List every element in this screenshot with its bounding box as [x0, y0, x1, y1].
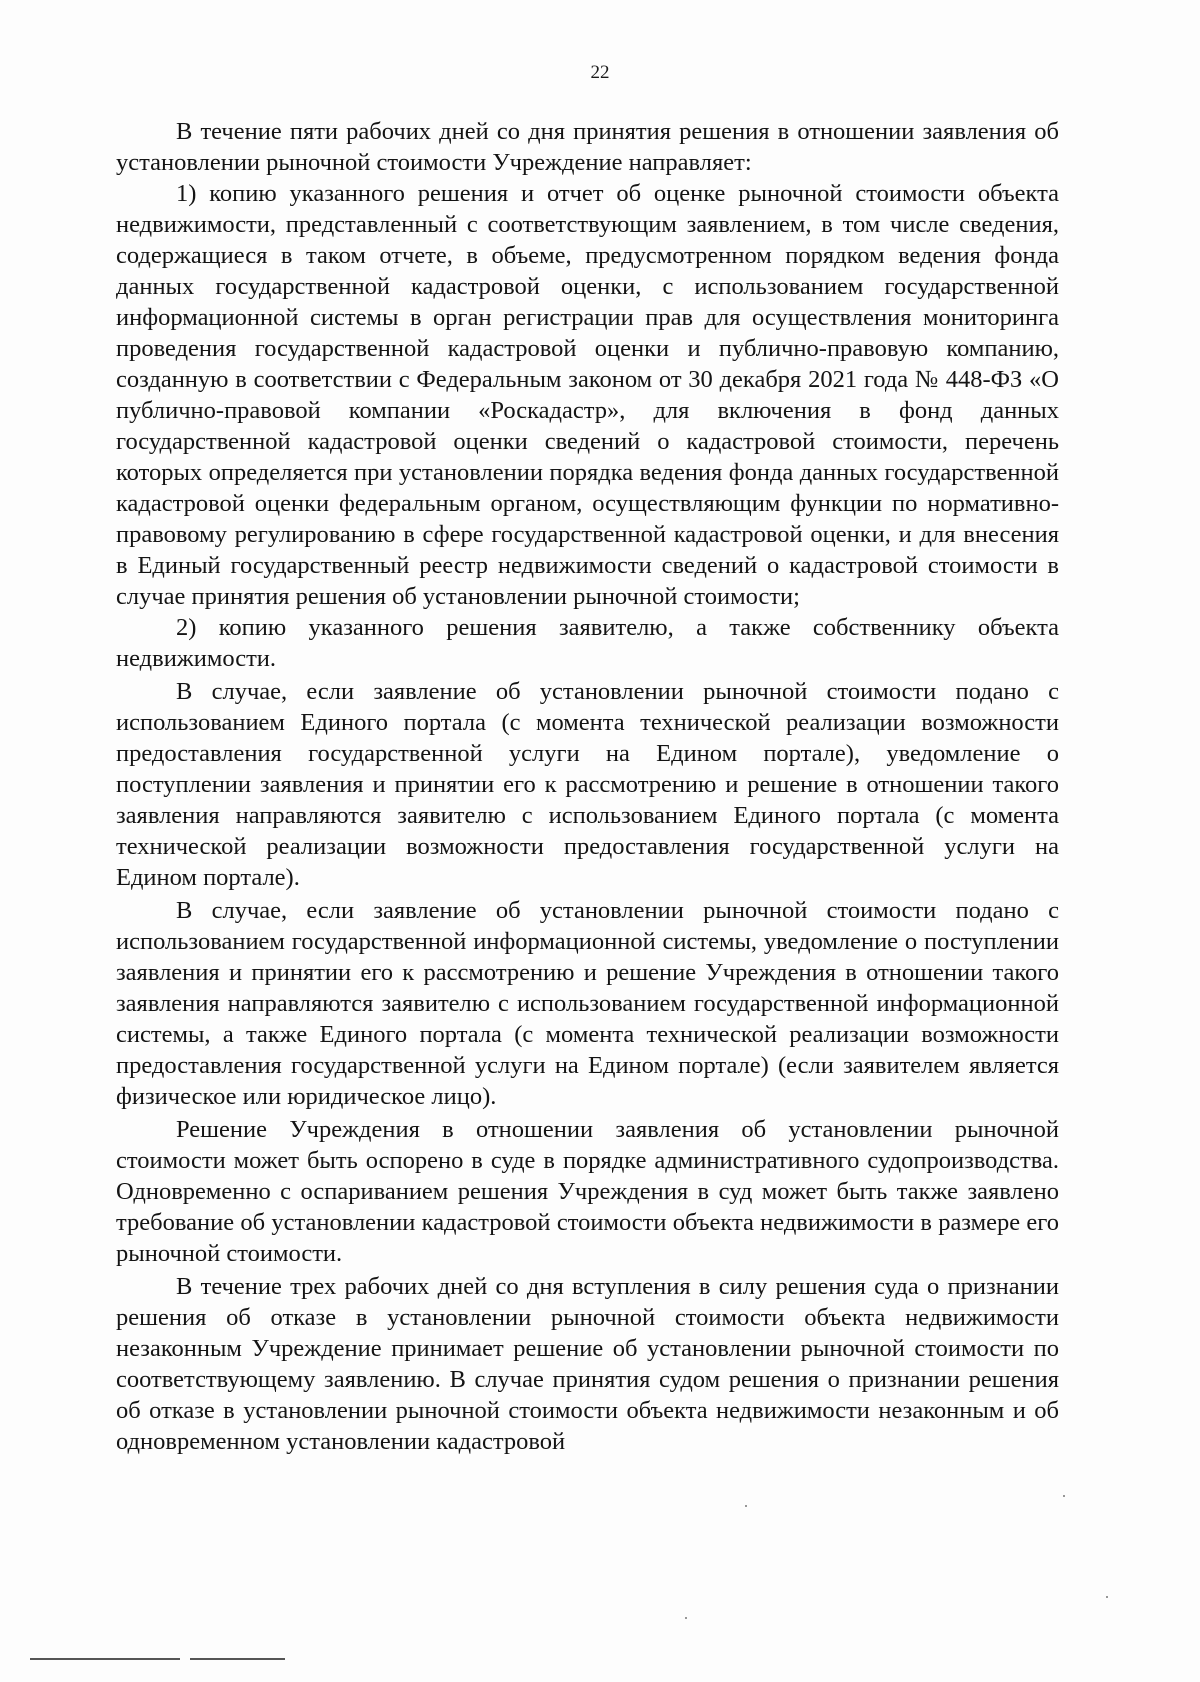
paragraph-appeal: Решение Учреждения в отношении заявления об установлении рыночной стоимости может быть оспорено в суде в порядке административного судопроизводства. Одновременно с оспариванием решения Учреждения в суд может быть также заявлено требование об установлении кадастровой стоимости объекта недвижимости в размере его рыночной стоимости.: [116, 1116, 1059, 1267]
scan-artifact-line: [190, 1658, 285, 1660]
paragraph-intro: В течение пяти рабочих дней со дня принятия решения в отношении заявления об установлении рыночной стоимости Учреждение направляет:: [116, 118, 1059, 176]
scan-speck: [1106, 1596, 1108, 1598]
scan-speck: [745, 1505, 747, 1507]
document-body: [116, 116, 1059, 1457]
page-number: 22: [590, 62, 610, 83]
scan-speck: [685, 1617, 687, 1619]
paragraph-unified-portal: В случае, если заявление об установлении рыночной стоимости подано с использованием Единого портала (с момента технической реализации возможности предоставления государственной услуги на Едином портале), уведомление о поступлении заявления и принятии его к рассмотрению и решение в отношении такого заявления направляются заявителю с использованием Единого портала (с момента технической реализации возможности предоставления государственной услуги на Едином портале).: [116, 678, 1059, 891]
paragraph-information-system: В случае, если заявление об установлении рыночной стоимости подано с использованием государственной информационной системы, уведомление о поступлении заявления и принятии его к рассмотрению и решение Учреждения в отношении такого заявления направляются заявителю с использованием государственной информационной системы, а также Единого портала (с момента технической реализации возможности предоставления государственной услуги на Едином портале) (если заявителем является физическое или юридическое лицо).: [116, 897, 1059, 1110]
scan-artifact-line: [30, 1658, 180, 1660]
paragraph-court-decision: В течение трех рабочих дней со дня вступления в силу решения суда о признании решения об отказе в установлении рыночной стоимости объекта недвижимости незаконным Учреждение принимает решение об установлении рыночной стоимости по соответствующему заявлению. В случае принятия судом решения о признании решения об отказе в установлении рыночной стоимости объекта недвижимости незаконным и об одновременном установлении кадастровой: [116, 1273, 1059, 1455]
paragraph-item-1: 1) копию указанного решения и отчет об оценке рыночной стоимости объекта недвижимости, представленный с соответствующим заявлением, в том числе сведения, содержащиеся в таком отчете, в объеме, предусмотренном порядком ведения фонда данных государственной кадастровой оценки, с использованием государственной информационной системы в орган регистрации прав для осуществления мониторинга проведения государственной кадастровой оценки и публично-правовую компанию, созданную в соответствии с Федеральным законом от 30 декабря 2021 года № 448-ФЗ «О публично-правовой компании «Роскадастр», для включения в фонд данных государственной кадастровой оценки сведений о кадастровой стоимости, перечень которых определяется при установлении порядка ведения фонда данных государственной кадастровой оценки федеральным органом, осуществляющим функции по нормативно-правовому регулированию в сфере государственной кадастровой оценки, и для внесения в Единый государственный реестр недвижимости сведений о кадастровой стоимости в случае принятия решения об установлении рыночной стоимости;: [116, 180, 1059, 610]
paragraph-item-2: 2) копию указанного решения заявителю, а также собственнику объекта недвижимости.: [116, 614, 1059, 672]
scan-speck: [1063, 1495, 1065, 1497]
